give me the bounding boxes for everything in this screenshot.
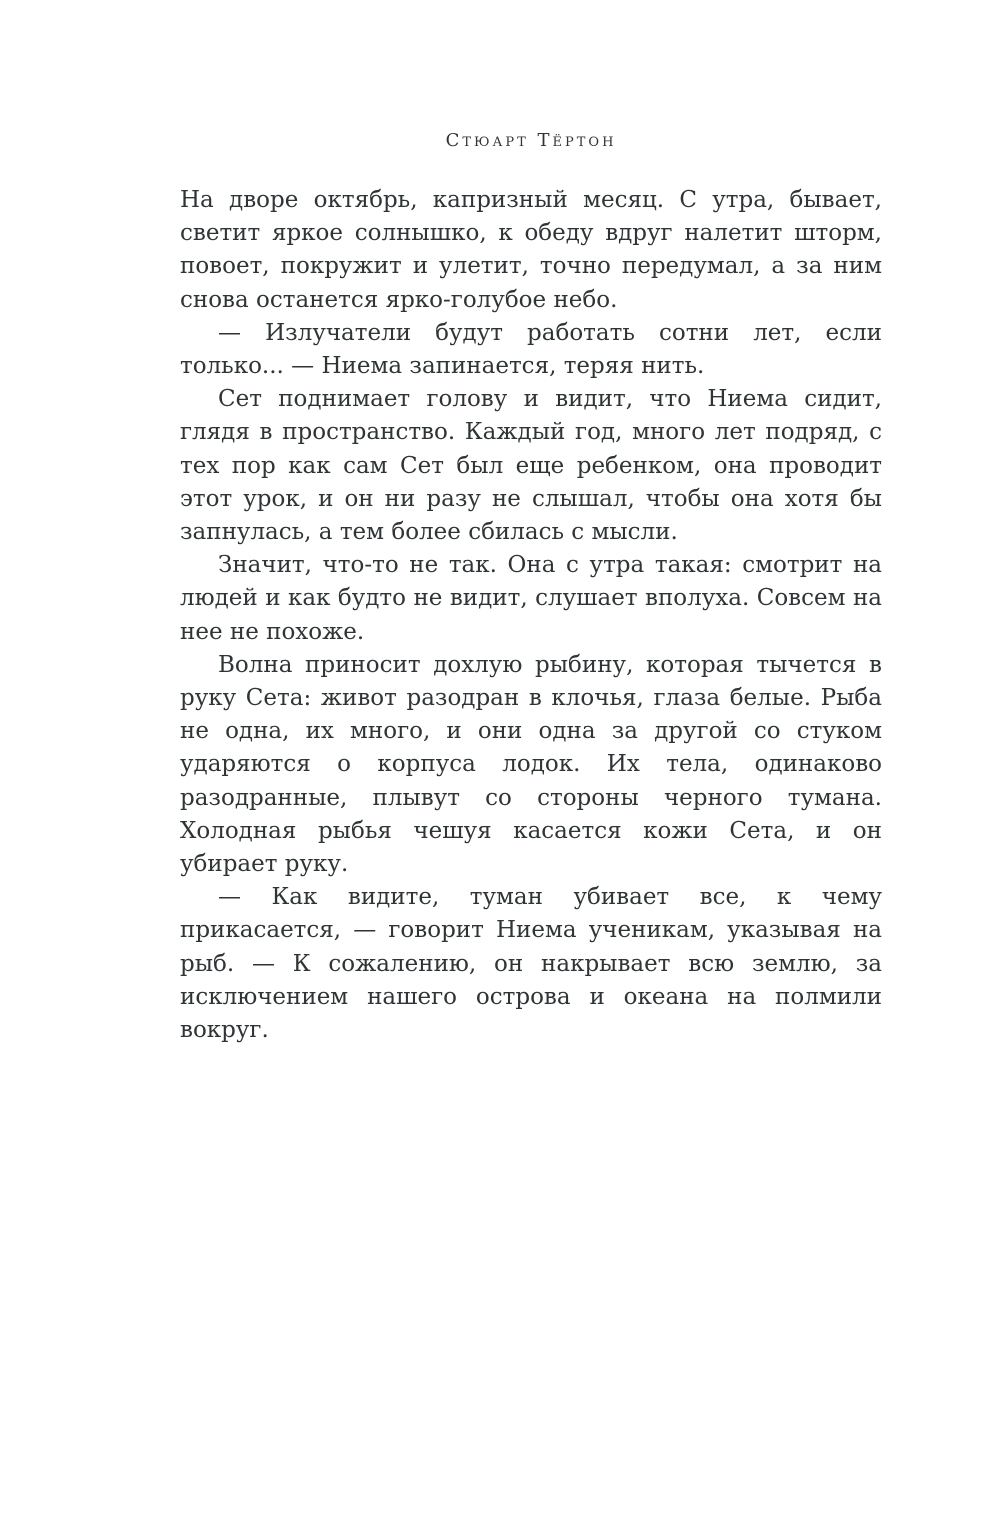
- paragraph: Сет поднимает голову и видит, что Ниема сидит, глядя в пространство. Каждый год, много лет подряд, с тех пор как сам Сет был еще ребенком, она проводит этот урок, и он ни разу не слышал, чтобы она хотя бы запнулась, а тем более сбилась с мысли.: [180, 386, 882, 546]
- paragraph: На дворе октябрь, капризный месяц. С утра, бывает, светит яркое солнышко, к обеду вдруг налетит шторм, повоет, покружит и улетит, точно передумал, а за ним снова останется ярко-голубое небо.: [180, 187, 882, 313]
- paragraph: Значит, что-то не так. Она с утра такая: смотрит на людей и как будто не видит, слушает вполуха. Совсем на нее не похоже.: [180, 552, 882, 645]
- paragraph: Волна приносит дохлую рыбину, которая тычется в руку Сета: живот разодран в клочья, глаза белые. Рыба не одна, их много, и они одна за другой со стуком ударяются о корпуса лодок. Их тела, одинаково разодранные, плывут со стороны черного тумана. Холодная рыбья чешуя касается кожи Сета, и он убирает руку.: [180, 651, 882, 878]
- paragraph: — Излучатели будут работать сотни лет, если только... — Ниема запинается, теряя нить.: [180, 319, 882, 380]
- body-text: [180, 184, 882, 1047]
- paragraph: — Как видите, туман убивает все, к чему прикасается, — говорит Ниема ученикам, указывая на рыб. — К сожалению, он накрывает всю землю, за исключением нашего острова и океана на полмили вокруг.: [180, 884, 882, 1044]
- running-header: Стюарт Тёртон: [445, 130, 617, 151]
